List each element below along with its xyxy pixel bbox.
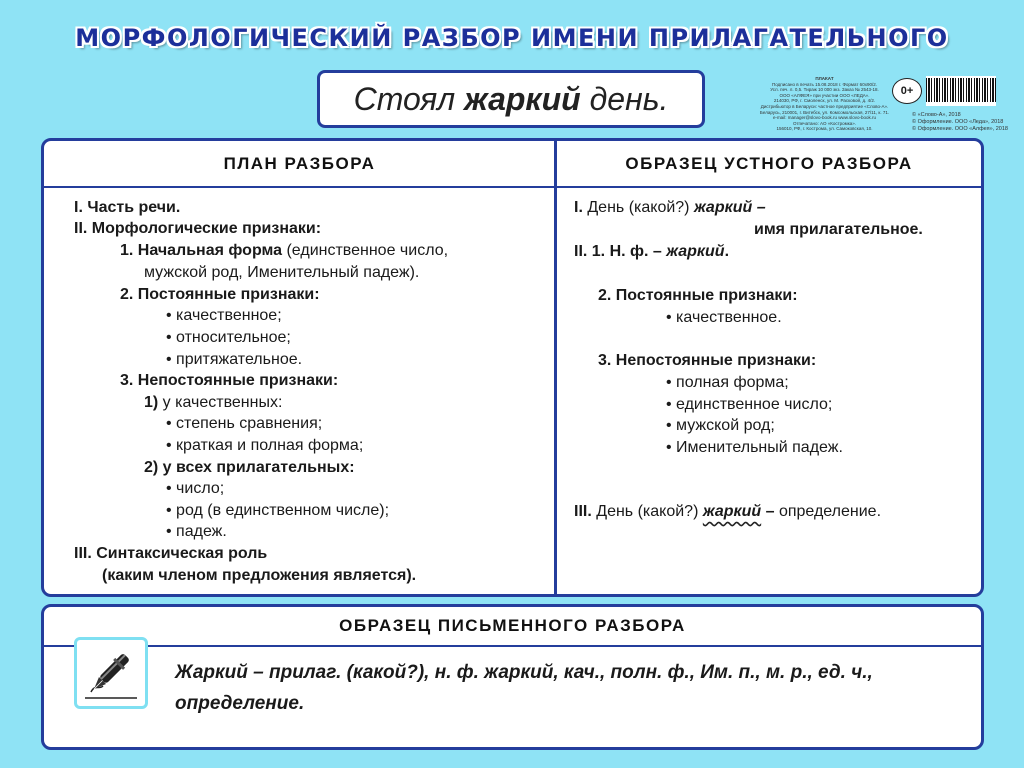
plan-line: • притяжательное.	[166, 351, 303, 368]
plan-line: III. Синтаксическая роль	[74, 545, 268, 562]
oral-line: • единственное число;	[666, 396, 833, 413]
oral-text: День (какой?)	[582, 199, 694, 216]
example-highlight: жаркий	[464, 80, 581, 117]
oral-word: жаркий –	[693, 199, 766, 216]
example-sentence	[317, 70, 705, 128]
plan-line: • качественное;	[166, 307, 282, 324]
oral-dash: –	[761, 503, 775, 520]
example-before: Стоял	[353, 80, 465, 117]
oral-line	[574, 503, 881, 521]
plan-line: I. Часть речи.	[74, 199, 181, 216]
plan-line-rest: у качественных:	[158, 394, 283, 411]
oral-line	[574, 243, 729, 261]
imprint-line: 156010, РФ, г. Кострома, ул. Самоковская, 10.	[776, 126, 873, 132]
poster-title: МОРФОЛОГИЧЕСКИЙ РАЗБОР ИМЕНИ ПРИЛАГАТЕЛЬНОГО	[75, 24, 949, 52]
plan-line: • падеж.	[166, 523, 227, 540]
pen-icon	[77, 640, 145, 706]
plan-line: (каким членом предложения является).	[102, 567, 417, 584]
oral-line: • качественное.	[666, 309, 782, 326]
imprint-line: Дистрибьютор в Беларуси: частное предприятие «Слово-А».	[760, 103, 889, 109]
age-rating-badge: 0+	[892, 78, 922, 104]
oral-text: День (какой?)	[591, 503, 703, 520]
plan-line: 2. Постоянные признаки:	[120, 286, 320, 303]
copyright-line: © Оформление. ООО «Алфея», 2018	[912, 126, 1008, 132]
oral-word: жаркий	[666, 243, 725, 260]
written-analysis-text: Жаркий – прилаг. (какой?), н. ф. жаркий, кач., полн. ф., Им. п., м. р., ед. ч., определение.	[175, 662, 873, 714]
plan-line: 2) у всех прилагательных:	[144, 459, 355, 476]
plan-line	[144, 394, 282, 412]
oral-line: • мужской род;	[666, 417, 775, 434]
oral-num: I.	[574, 199, 583, 216]
plan-line-bold: 1)	[144, 394, 159, 411]
plan-line-bold: 1. Начальная форма	[120, 242, 283, 259]
oral-header: ОБРАЗЕЦ УСТНОГО РАЗБОРА	[557, 141, 981, 188]
copyright-line: © Оформление. ООО «Леда», 2018	[912, 119, 1004, 125]
imprint-line: ООО «АЛФЕЯ» при участии ООО «ЛЕДА».	[779, 92, 870, 98]
oral-num: III.	[574, 503, 592, 520]
plan-line: • краткая и полная форма;	[166, 437, 364, 454]
main-panel	[41, 138, 984, 597]
plan-line: • число;	[166, 480, 225, 497]
copyright-text	[912, 112, 1012, 133]
imprint-line: e-mail: manager@slovo-book.ru www.slovo-book.ru	[772, 115, 877, 121]
oral-line: • Именительный падеж.	[666, 439, 843, 456]
oral-line: имя прилагательное.	[754, 221, 923, 238]
example-after: день.	[580, 80, 669, 117]
plan-line-rest: (единственное число,	[282, 242, 449, 259]
imprint-line: Беларусь, 210001, г. Витебск, ул. Комсомольская, 27/11, к. 71.	[759, 109, 890, 115]
oral-end: .	[724, 243, 730, 260]
oral-line: 2. Постоянные признаки:	[598, 287, 798, 304]
column-divider	[554, 141, 557, 594]
oral-num: II. 1. Н. ф. –	[574, 243, 667, 260]
imprint-text	[732, 76, 917, 132]
oral-line: 3. Непостоянные признаки:	[598, 352, 817, 369]
oral-column	[574, 199, 974, 589]
imprint-line: 214030, РФ, г. Смоленск, ул. М. Расковой, д. 4/2.	[773, 98, 876, 104]
plan-line	[120, 242, 448, 260]
imprint-line: Подписано в печать 15.08.2018 г. Формат 60x90/2.	[772, 81, 877, 87]
oral-line	[574, 199, 766, 217]
imprint-line: Отпечатано: АО «Костромка».	[792, 120, 857, 126]
oral-line: • полная форма;	[666, 374, 789, 391]
barcode-image	[926, 76, 996, 106]
plan-line: II. Морфологические признаки:	[74, 220, 322, 237]
oral-word-underlined: жаркий	[702, 503, 762, 520]
copyright-line: © «Слово-А», 2018	[912, 112, 961, 118]
written-header: ОБРАЗЕЦ ПИСЬМЕННОГО РАЗБОРА	[44, 607, 981, 647]
plan-header: ПЛАН РАЗБОРА	[44, 141, 555, 188]
imprint-line: ПЛАКАТ	[815, 76, 834, 81]
oral-end: определение.	[774, 503, 882, 520]
written-panel	[41, 604, 984, 750]
plan-line: 3. Непостоянные признаки:	[120, 372, 339, 389]
plan-line: • степень сравнения;	[166, 415, 323, 432]
plan-line: мужской род, Именительный падеж).	[144, 264, 420, 281]
imprint-line: Усл. печ. л. 0,5. Тираж 10 000 экз. Заказ № 2543-18.	[770, 87, 879, 93]
plan-line: • род (в единственном числе);	[166, 502, 390, 519]
plan-line: • относительное;	[166, 329, 291, 346]
plan-column	[74, 199, 544, 589]
pen-icon-frame	[74, 637, 148, 709]
